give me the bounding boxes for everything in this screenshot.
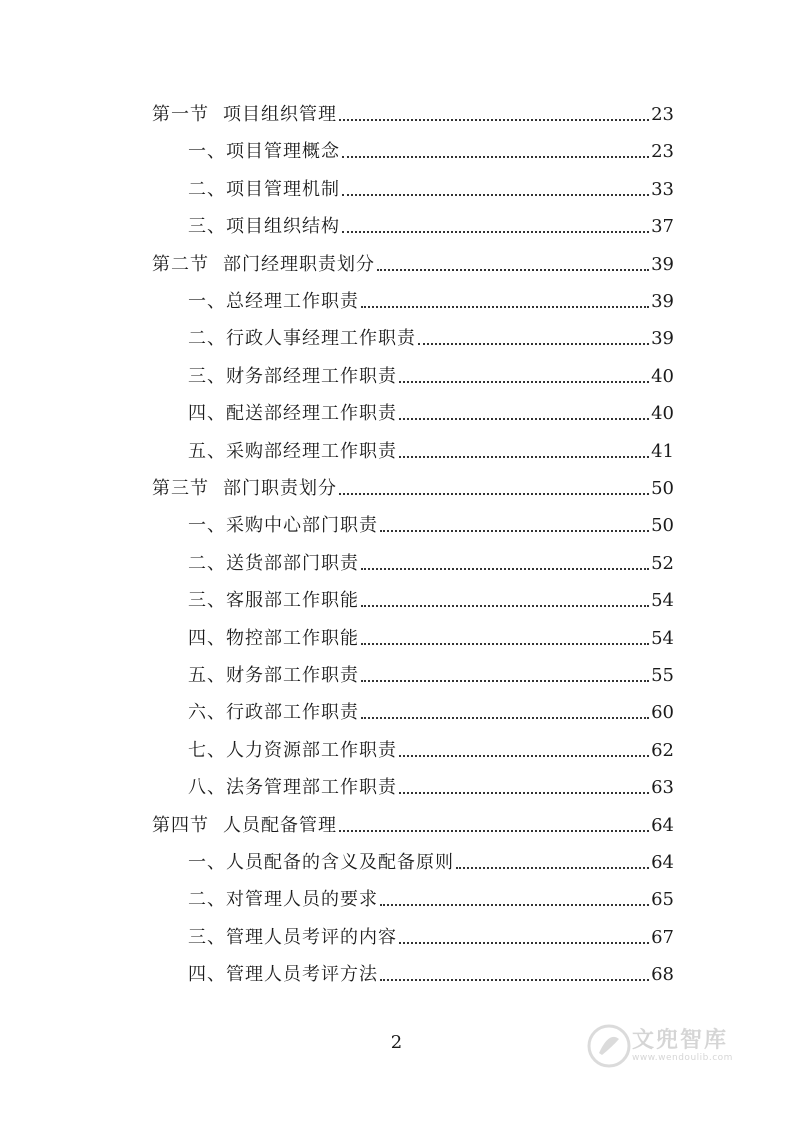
toc-entry-title <box>188 403 397 425</box>
toc-title-text: 四、管理人员考评方法 <box>188 964 378 986</box>
toc-entry-title <box>152 104 337 126</box>
toc-subsection-entry[interactable] <box>188 885 674 911</box>
toc-title-text: 二、对管理人员的要求 <box>188 889 378 911</box>
toc-subsection-entry[interactable] <box>188 923 674 949</box>
toc-section-number: 第四节 <box>152 814 209 836</box>
toc-subsection-entry[interactable] <box>188 324 674 350</box>
watermark-name: 文兜智库 <box>632 1028 729 1053</box>
toc-page-number: 50 <box>651 515 674 537</box>
toc-subsection-entry[interactable] <box>188 848 674 874</box>
toc-page-number: 50 <box>651 478 674 499</box>
toc-page-number: 60 <box>651 702 674 724</box>
toc-leader-dots <box>342 156 649 158</box>
toc-page-number: 52 <box>651 552 674 574</box>
toc-title-text: 三、管理人员考评的内容 <box>188 926 397 948</box>
toc-entry-title <box>188 889 378 911</box>
toc-entry-title <box>188 777 397 799</box>
toc-entry-title <box>188 590 359 612</box>
toc-leader-dots <box>361 643 649 645</box>
toc-section-entry[interactable] <box>152 100 674 126</box>
toc-section-number: 第一节 <box>152 104 209 125</box>
toc-leader-dots <box>342 231 649 233</box>
toc-page-number: 63 <box>651 777 674 799</box>
toc-subsection-entry[interactable] <box>188 399 674 425</box>
toc-title-text: 六、行政部工作职责 <box>188 702 359 724</box>
toc-title-text: 二、项目管理机制 <box>188 178 340 200</box>
toc-title-text: 五、采购部经理工作职责 <box>188 440 397 462</box>
toc-subsection-entry[interactable] <box>188 362 674 388</box>
toc-leader-dots <box>399 942 649 944</box>
watermark-logo-icon <box>586 1023 632 1069</box>
toc-entry-title <box>188 964 378 986</box>
toc-subsection-entry[interactable] <box>188 773 674 799</box>
toc-entry-title <box>188 927 397 949</box>
toc-section-entry[interactable] <box>152 811 674 837</box>
toc-leader-dots <box>456 867 649 869</box>
toc-page-number: 40 <box>651 365 674 387</box>
toc-leader-dots <box>399 381 649 383</box>
toc-entry-title <box>152 478 337 500</box>
toc-subsection-entry[interactable] <box>188 137 674 163</box>
toc-section-number: 第二节 <box>152 253 209 275</box>
toc-title-text: 八、法务管理部工作职责 <box>188 777 397 799</box>
toc-entry-title <box>188 553 359 575</box>
toc-subsection-entry[interactable] <box>188 661 674 687</box>
toc-entry-title <box>188 740 397 762</box>
toc-title-text: 三、项目组织结构 <box>188 216 340 238</box>
toc-leader-dots <box>361 568 649 570</box>
toc-leader-dots <box>399 792 649 794</box>
toc-leader-dots <box>339 493 649 495</box>
toc-page-number: 64 <box>651 852 674 873</box>
toc-subsection-entry[interactable] <box>188 624 674 650</box>
page-number: 2 <box>390 1032 403 1053</box>
toc-page-number: 55 <box>651 665 674 686</box>
toc-subsection-entry[interactable] <box>188 549 674 575</box>
toc-entry-title <box>188 628 359 650</box>
toc-entry-title <box>152 815 337 837</box>
toc-title-text: 部门职责划分 <box>223 478 337 499</box>
toc-subsection-entry[interactable] <box>188 736 674 762</box>
toc-page-number: 39 <box>651 253 674 275</box>
toc-leader-dots <box>361 717 649 719</box>
toc-title-text: 项目组织管理 <box>223 104 337 125</box>
toc-entry-title <box>188 441 397 463</box>
toc-subsection-entry[interactable] <box>188 287 674 313</box>
toc-page-number: 23 <box>651 104 674 125</box>
toc-leader-dots <box>380 904 649 906</box>
toc-title-text: 三、财务部经理工作职责 <box>188 365 397 387</box>
toc-title-text: 一、采购中心部门职责 <box>188 515 378 537</box>
toc-entry-title <box>188 216 340 238</box>
toc-page-number: 68 <box>651 964 674 986</box>
toc-title-text: 二、行政人事经理工作职责 <box>188 328 416 350</box>
toc-leader-dots <box>361 605 649 607</box>
toc-entry-title <box>152 254 375 276</box>
toc-leader-dots <box>377 269 649 271</box>
toc-leader-dots <box>380 530 649 532</box>
toc-leader-dots <box>418 343 649 345</box>
toc-leader-dots <box>342 194 649 196</box>
toc-section-entry[interactable] <box>152 250 674 276</box>
toc-section-number: 第三节 <box>152 478 209 499</box>
toc-leader-dots <box>361 680 649 682</box>
toc-title-text: 一、项目管理概念 <box>188 141 340 163</box>
toc-leader-dots <box>399 456 649 458</box>
toc-page-number: 33 <box>651 178 674 200</box>
toc-page-number: 62 <box>651 739 674 761</box>
toc-title-text: 部门经理职责划分 <box>223 253 375 275</box>
toc-title-text: 四、物控部工作职能 <box>188 627 359 649</box>
toc-page-number: 54 <box>651 590 674 612</box>
toc-title-text: 一、人员配备的含义及配备原则 <box>188 852 454 873</box>
toc-page-number: 40 <box>651 403 674 425</box>
toc-entry-title <box>188 702 359 724</box>
toc-entry-title <box>188 366 397 388</box>
toc-leader-dots <box>399 755 649 757</box>
toc-page-number: 67 <box>651 926 674 948</box>
toc-leader-dots <box>399 418 649 420</box>
toc-entry-title <box>188 179 340 201</box>
toc-title-text: 三、客服部工作职能 <box>188 590 359 612</box>
watermark <box>586 1018 756 1074</box>
toc-entry-title <box>188 291 359 313</box>
toc-entry-title <box>188 665 359 687</box>
toc-title-text: 五、财务部工作职责 <box>188 665 359 686</box>
toc-subsection-entry[interactable] <box>188 437 674 463</box>
toc-subsection-entry[interactable] <box>188 698 674 724</box>
toc-title-text: 二、送货部部门职责 <box>188 552 359 574</box>
toc-page-number: 41 <box>651 440 674 462</box>
toc-entry-title <box>188 515 378 537</box>
toc-page-number: 54 <box>651 627 674 649</box>
toc-leader-dots <box>380 979 649 981</box>
toc-subsection-entry[interactable] <box>188 586 674 612</box>
toc-page-number: 39 <box>651 291 674 312</box>
toc-page-number: 39 <box>651 328 674 350</box>
toc-section-entry[interactable] <box>152 474 674 500</box>
toc-page-number: 65 <box>651 889 674 911</box>
watermark-url: www.wendoulib.com <box>632 1053 733 1063</box>
toc-subsection-entry[interactable] <box>188 960 674 986</box>
toc-title-text: 四、配送部经理工作职责 <box>188 403 397 425</box>
toc-title-text: 一、总经理工作职责 <box>188 291 359 312</box>
toc-entry-title <box>188 852 454 874</box>
toc-subsection-entry[interactable] <box>188 175 674 201</box>
toc-page-number: 64 <box>651 814 674 836</box>
toc-subsection-entry[interactable] <box>188 212 674 238</box>
toc-entry-title <box>188 328 416 350</box>
toc-subsection-entry[interactable] <box>188 511 674 537</box>
toc-leader-dots <box>339 119 649 121</box>
toc-leader-dots <box>361 306 649 308</box>
toc-title-text: 七、人力资源部工作职责 <box>188 739 397 761</box>
toc-leader-dots <box>339 830 649 832</box>
toc-page-number: 23 <box>651 141 674 163</box>
toc-page-number: 37 <box>651 216 674 238</box>
toc-title-text: 人员配备管理 <box>223 814 337 836</box>
toc-entry-title <box>188 141 340 163</box>
